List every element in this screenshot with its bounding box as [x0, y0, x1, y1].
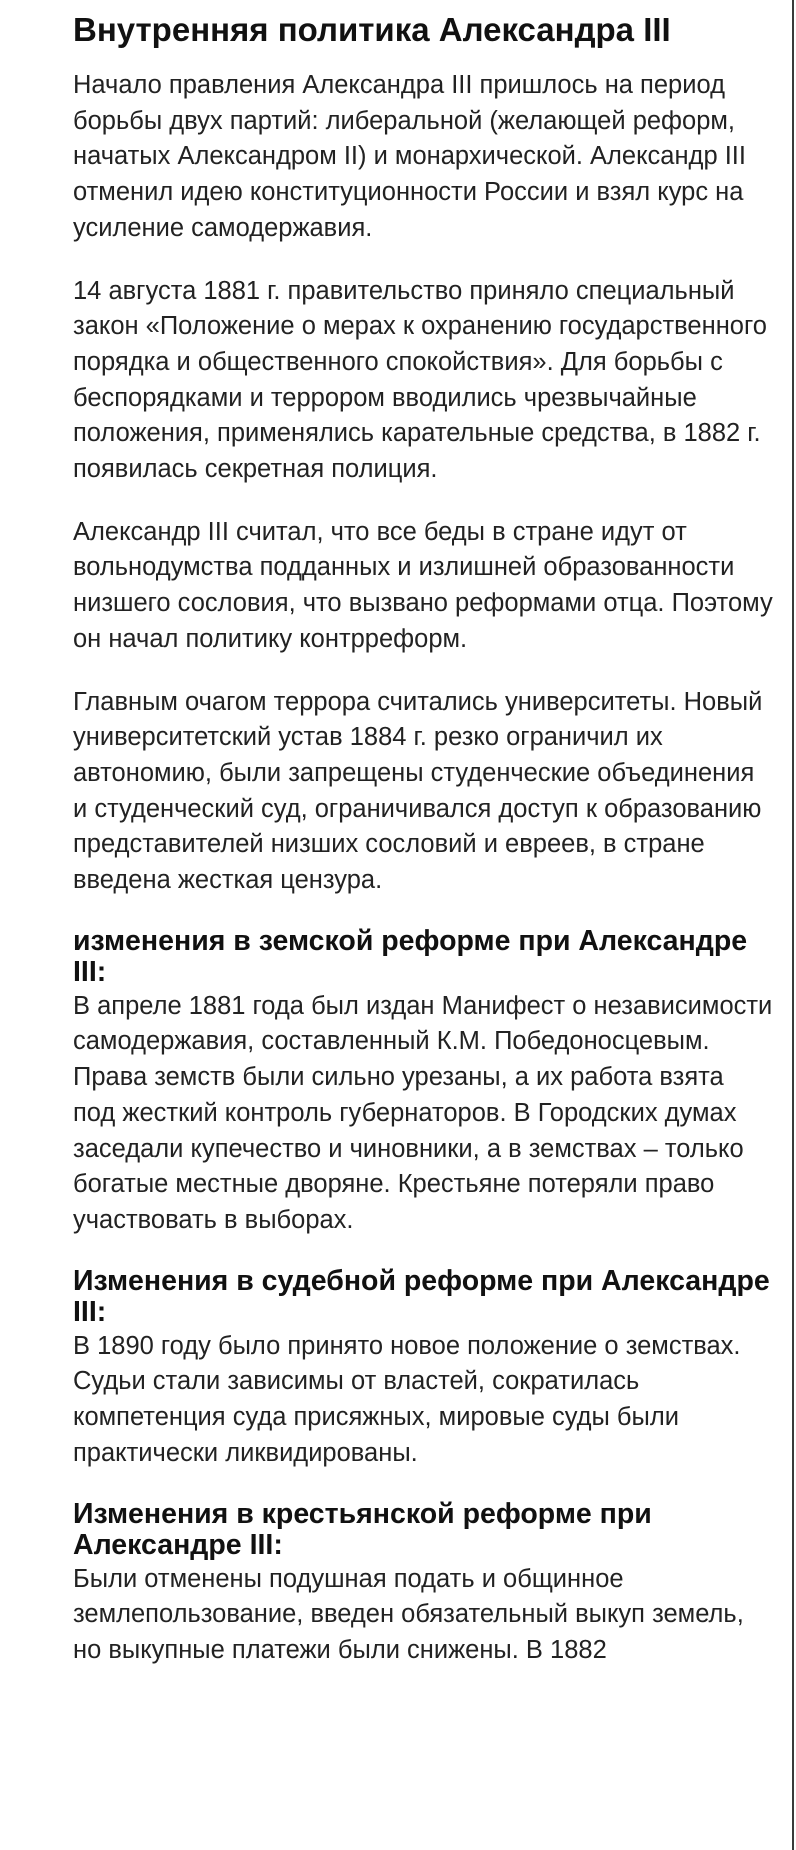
section-text: Были отменены подушная подать и общинное землепользование, введен обязательный выкуп земель, но выкупные платежи были снижены. В 1882 — [73, 1564, 744, 1664]
section-text: В 1890 году было принято новое положение о земствах. Судьи стали зависимы от властей, сократилась компетенция суда присяжных, мировые суды были практически ликвидированы. — [73, 1331, 741, 1467]
article-title: Внутренняя политика Александра III — [73, 11, 671, 48]
section-zemstvo-reform — [73, 926, 773, 1239]
section-heading: изменения в земской реформе при Александре III: — [73, 924, 748, 988]
section-peasant-reform — [73, 1499, 773, 1669]
section-judicial-reform — [73, 1266, 773, 1472]
section-text: В апреле 1881 года был издан Манифест о независимости самодержавия, составленный К.М. Победоносцевым. Права земств были сильно урезаны, а их работа взята под жесткий контроль губернаторов. В Городских думах заседали купечество и чиновники, а в земствах – только богатые местные дворяне. Крестьяне потеряли право участвовать в выборах. — [73, 991, 773, 1234]
section-heading: Изменения в судебной реформе при Александре III: — [73, 1264, 770, 1328]
paragraph-counter-reforms: Александр III считал, что все беды в стране идут от вольнодумства подданных и излишней образованности низшего сословия, что вызвано реформами отца. Поэтому он начал политику контрреформ. — [73, 517, 773, 653]
paragraph-intro: Начало правления Александра III пришлось на период борьбы двух партий: либеральной (желающей реформ, начатых Александром II) и монархической. Александр III отменил идею конституционности России и взял курс на усиление самодержавия. — [73, 71, 746, 242]
paragraph-universities: Главным очагом террора считались университеты. Новый университетский устав 1884 г. резко ограничил их автономию, были запрещены студенческие объединения и студенческий суд, ограничивался доступ к образованию представителей низших сословий и евреев, в стране введена жесткая цензура. — [73, 687, 763, 895]
paragraph-law-1881: 14 августа 1881 г. правительство приняло специальный закон «Положение о мерах к охранению государственного порядка и общественного спокойствия». Для борьбы с беспорядками и террором вводились чрезвычайные положения, применялись карательные средства, в 1882 г. появилась секретная полиция. — [73, 276, 767, 484]
section-heading: Изменения в крестьянской реформе при Александре III: — [73, 1497, 652, 1561]
article-content — [73, 8, 773, 1669]
